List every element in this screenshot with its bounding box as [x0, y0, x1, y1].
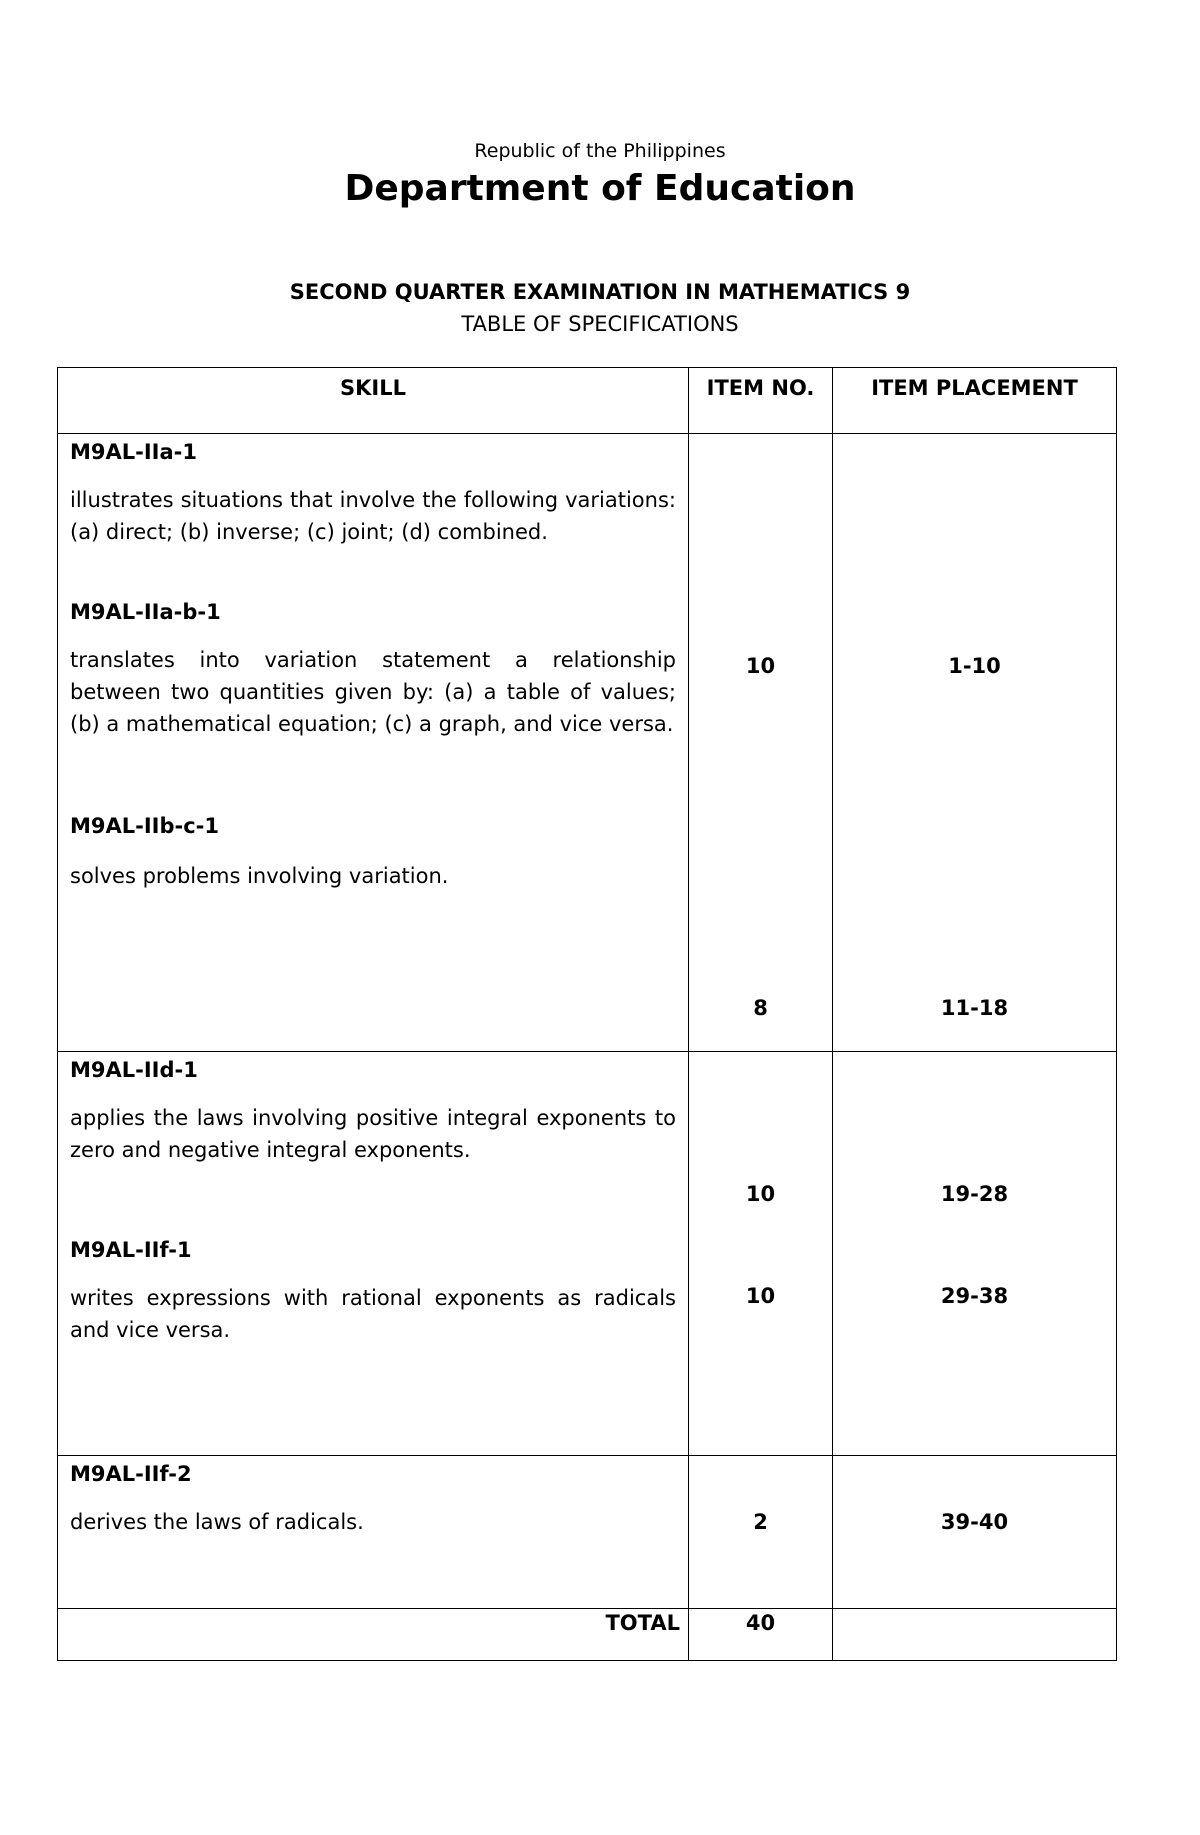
skill-code: M9AL-IIa-1 [70, 440, 197, 464]
item-placement-value: 1-10 [948, 654, 1001, 678]
item-placement-value: 29-38 [940, 1284, 1009, 1308]
specifications-table [57, 367, 1117, 1661]
item-placement-value: 19-28 [940, 1182, 1009, 1206]
skill-description: applies the laws involving positive integral exponents to zero and negative integral exponents. [70, 1106, 676, 1162]
total-label: TOTAL [605, 1611, 680, 1635]
skill-description: illustrates situations that involve the following variations: (a) direct; (b) inverse; (c) joint; (d) combined. [70, 488, 676, 544]
skill-cell [58, 1456, 689, 1609]
item-placement-value: 11-18 [940, 996, 1009, 1020]
column-header-item-placement: ITEM PLACEMENT [833, 368, 1117, 434]
exam-title: SECOND QUARTER EXAMINATION IN MATHEMATICS 9 [289, 280, 911, 304]
item-no-cell [689, 1456, 833, 1609]
department-title: Department of Education [344, 168, 856, 209]
item-placement-cell [833, 1456, 1117, 1609]
total-label-cell [58, 1609, 689, 1661]
republic-label: Republic of the Philippines [474, 140, 726, 162]
total-row [58, 1609, 1117, 1661]
item-no-cell [689, 1052, 833, 1456]
skill-description: derives the laws of radicals. [70, 1510, 364, 1534]
total-value-cell [689, 1609, 833, 1661]
skill-description: translates into variation statement a relationship between two quantities given by: (a) a table of values; (b) a mathematical equation; (c) a graph, and vice versa. [70, 648, 676, 736]
item-placement-value: 39-40 [940, 1510, 1009, 1534]
total-empty-cell [833, 1609, 1117, 1661]
skill-code: M9AL-IIf-1 [70, 1238, 192, 1262]
item-no-cell [689, 434, 833, 1052]
skill-description: writes expressions with rational exponents as radicals and vice versa. [70, 1286, 676, 1342]
column-header-item-no: ITEM NO. [689, 368, 833, 434]
table-row [58, 434, 1117, 1052]
skill-code: M9AL-IIa-b-1 [70, 600, 221, 624]
item-no-value: 2 [753, 1510, 768, 1534]
item-no-value: 10 [745, 1182, 776, 1206]
item-placement-cell [833, 434, 1117, 1052]
table-subtitle: TABLE OF SPECIFICATIONS [461, 312, 739, 336]
column-header-skill: SKILL [58, 368, 689, 434]
table-row [58, 1456, 1117, 1609]
skill-cell [58, 1052, 689, 1456]
total-value: 40 [745, 1611, 776, 1635]
skill-code: M9AL-IIf-2 [70, 1462, 192, 1486]
skill-code: M9AL-IIb-c-1 [70, 814, 220, 838]
item-no-value: 8 [753, 996, 768, 1020]
item-no-value: 10 [745, 654, 776, 678]
skill-cell [58, 434, 689, 1052]
item-no-value: 10 [745, 1284, 776, 1308]
skill-description: solves problems involving variation. [70, 864, 449, 888]
table-header-row [58, 368, 1117, 434]
item-placement-cell [833, 1052, 1117, 1456]
skill-code: M9AL-IId-1 [70, 1058, 198, 1082]
table-row [58, 1052, 1117, 1456]
